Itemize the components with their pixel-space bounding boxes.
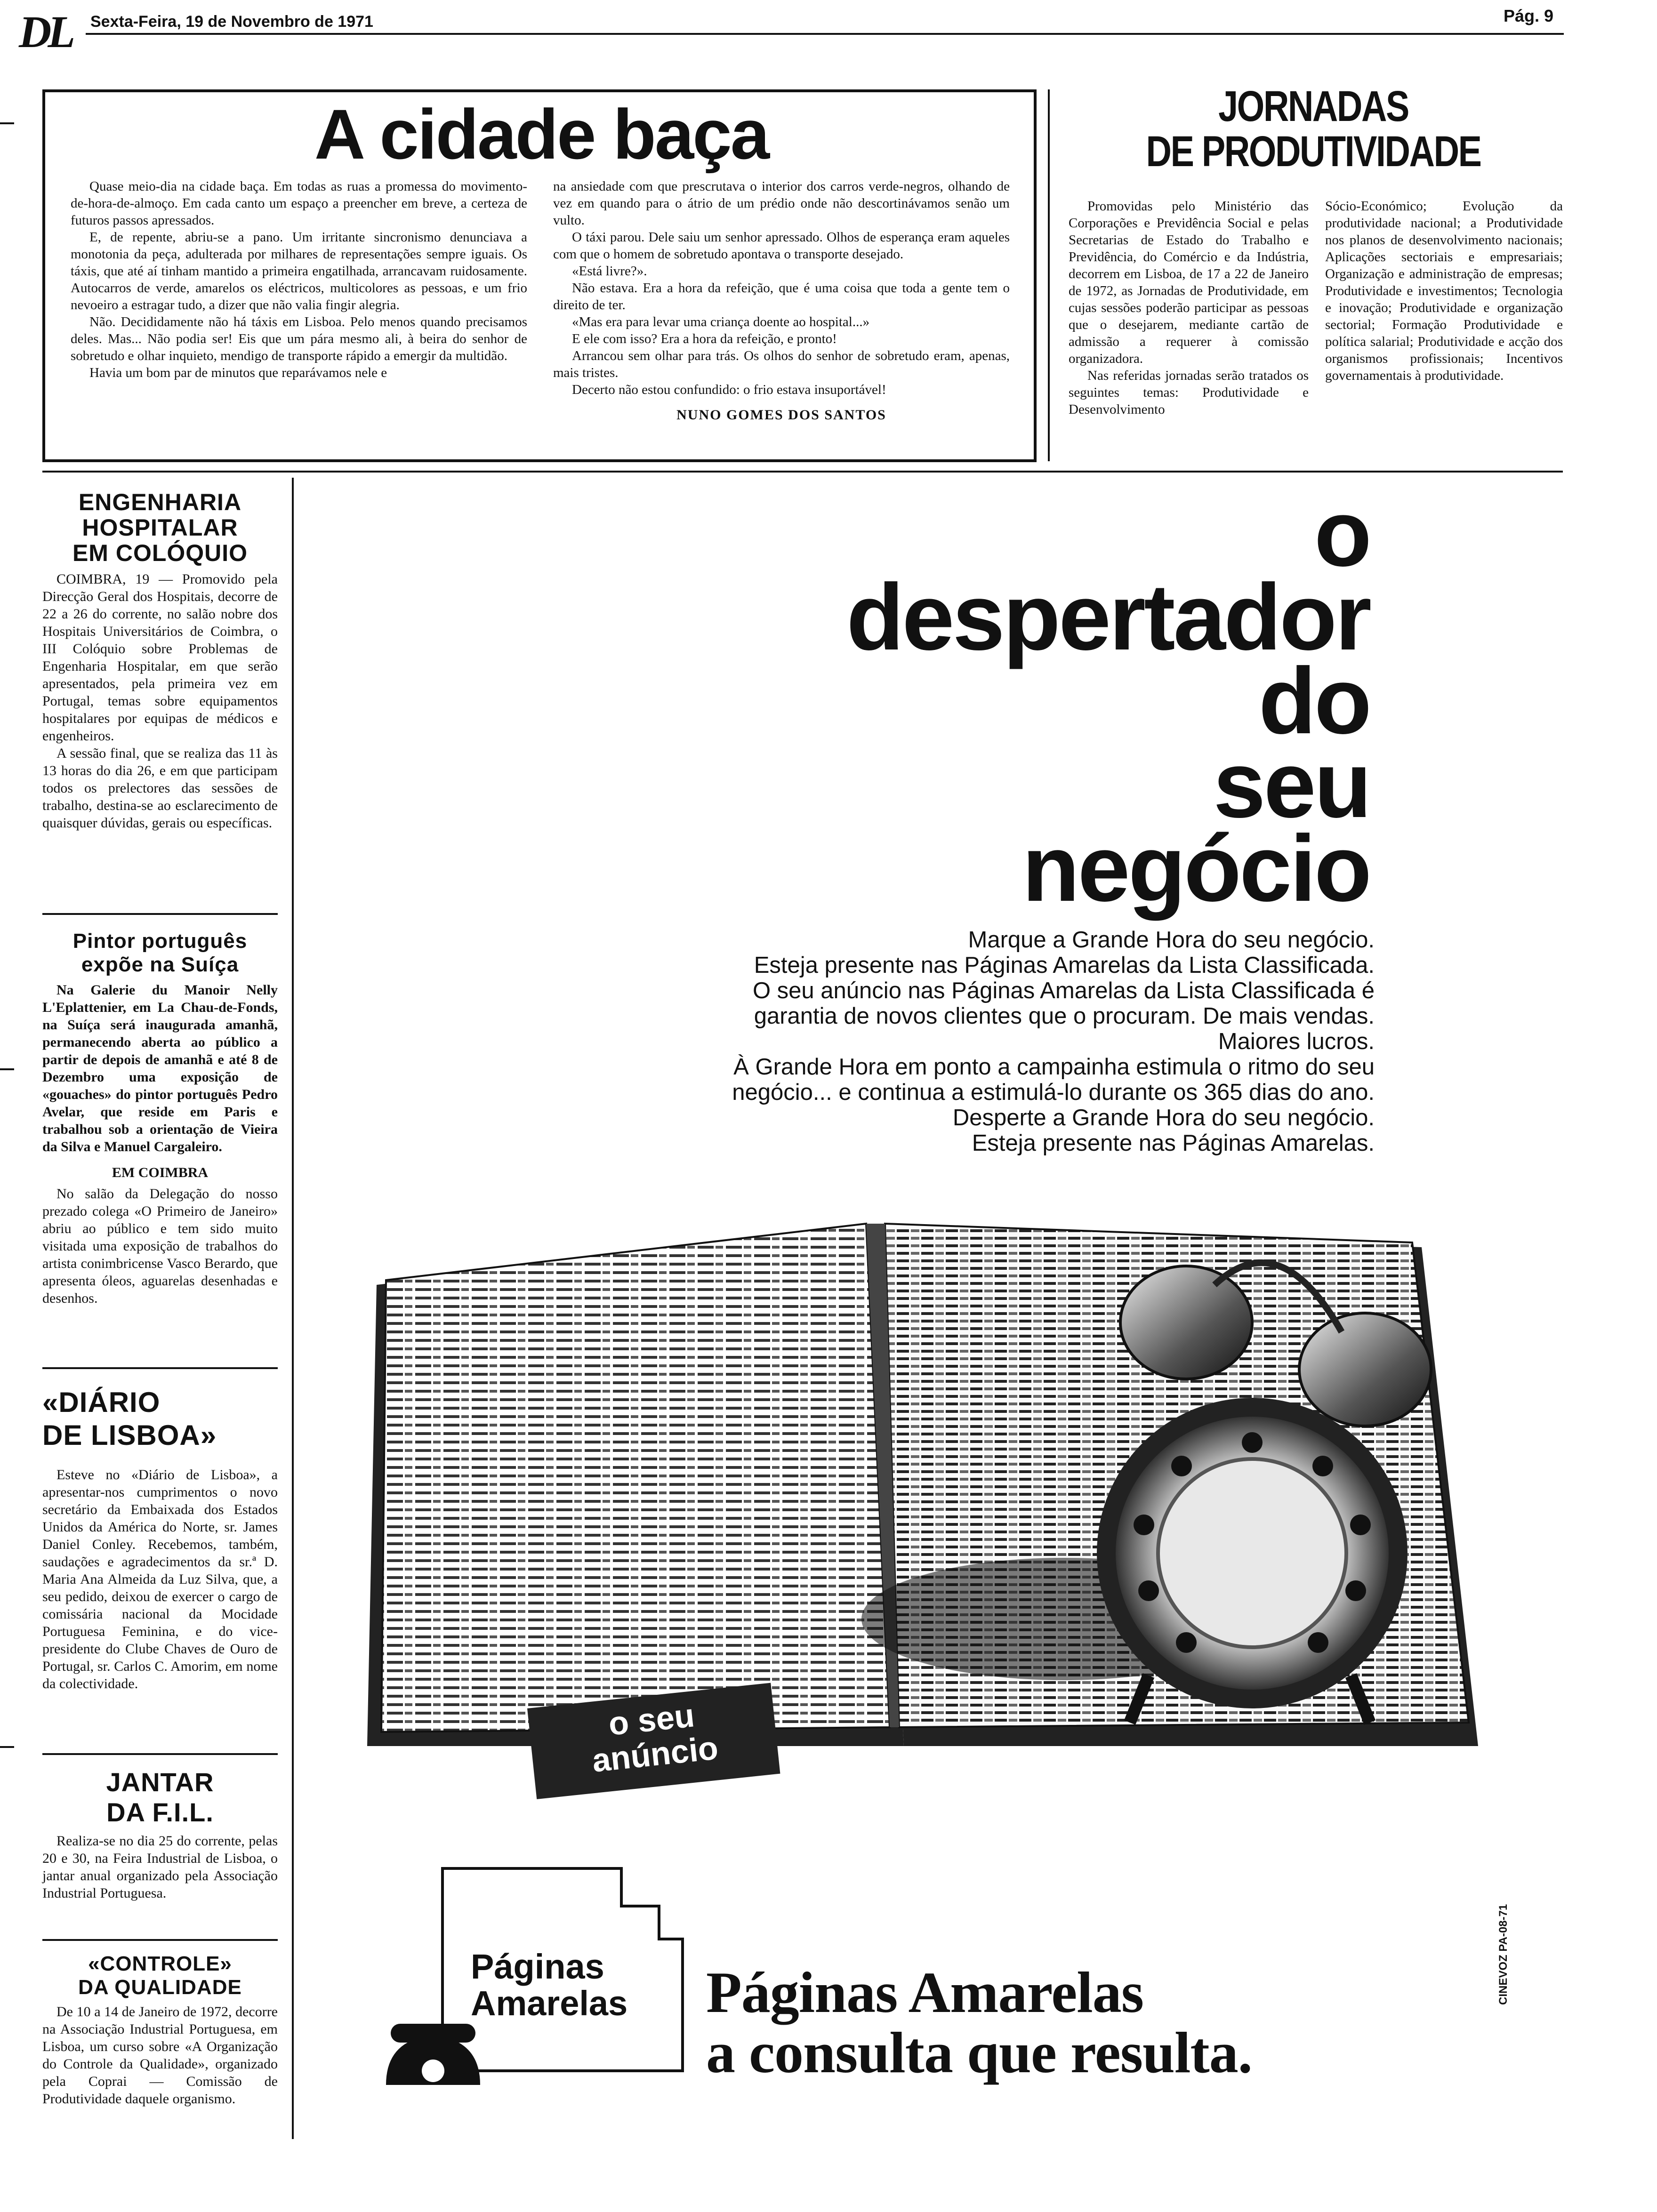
title-line: DE LISBOA» bbox=[42, 1419, 217, 1451]
ad-line: Esteja presente nas Páginas Amarelas. bbox=[972, 1130, 1375, 1156]
paragraph: Não. Decididamente não há táxis em Lisboa. Pelo menos quando precisamos deles. Mas... Não podia ser! Eis que um pára mesmo ali, à beira do senhor de sobretudo e olhar inquieto, mendigo de transporte rápido a emergir da multidão. bbox=[71, 314, 527, 363]
engenharia-text bbox=[42, 570, 278, 832]
headline-word: do bbox=[1258, 649, 1370, 753]
engenharia-title bbox=[42, 489, 278, 566]
ad-slogan bbox=[706, 1960, 1412, 2085]
subheading: EM COIMBRA bbox=[112, 1165, 209, 1180]
ad-headline bbox=[659, 481, 1370, 921]
margin-mark bbox=[0, 1068, 14, 1070]
jantar-article bbox=[42, 1767, 278, 1902]
paragraph: E, de repente, abriu-se a pano. Um irritante sincronismo denunciava a monotonia da peça, adulterada por milhares de representações sempre iguais. Os táxis, que até aí tinham mantido a primeira engatilhada, arrancavam ruidosamente. Autocarros de verde, amarelos os eléctricos, multicolores as pessoas, e um frio nevoeiro a estragar tudo, a dizer que não valia fingir alegria. bbox=[71, 230, 527, 313]
headline-word: negócio bbox=[1022, 816, 1370, 921]
masthead-date: Sexta-Feira, 19 de Novembro de 1971 bbox=[90, 13, 373, 31]
paragraph: E ele com isso? Era a hora da refeição, e pronto! bbox=[572, 331, 837, 346]
paragraph: Quase meio-dia na cidade baça. Em todas as ruas a promessa do movimento-de-hora-de-almoço. Em cada canto um espaço a preencher em breve, a certeza de futuros passos apressados. bbox=[71, 179, 527, 228]
headline-word: despertador bbox=[846, 565, 1370, 670]
phonebook-clock-illustration bbox=[358, 1167, 1497, 1798]
paragraph: na ansiedade com que prescrutava o interior dos carros verde-negros, olhando de vez em quando para o átrio de um prédio onde não descortinávamos senão um vulto. bbox=[553, 179, 1010, 228]
jornadas-title bbox=[1109, 84, 1518, 174]
section-rule bbox=[42, 1367, 278, 1369]
slogan-line1: Páginas Amarelas bbox=[706, 1960, 1143, 2025]
author-byline: NUNO GOMES DOS SANTOS bbox=[676, 407, 886, 423]
logo-line1: Páginas bbox=[471, 1947, 604, 1986]
paragraph: Nas referidas jornadas serão tratados os seguintes temas: Produtividade e Desenvolvimento bbox=[1069, 368, 1309, 417]
paragraph: No salão da Delegação do nosso prezado colega «O Primeiro de Janeiro» abriu ao público e tem sido muito visitada uma exposição de trabalhos do artista conimbricense Vasco Berardo, que apresenta óleos, aguarelas desenhadas e desenhos. bbox=[42, 1186, 278, 1306]
title-line: DA QUALIDADE bbox=[78, 1976, 242, 1999]
paragraph: «Está livre?». bbox=[572, 264, 647, 279]
ad-line: Desperte a Grande Hora do seu negócio. bbox=[952, 1105, 1375, 1130]
title-line: DA F.I.L. bbox=[106, 1797, 214, 1827]
engenharia-article bbox=[42, 489, 278, 832]
controle-title bbox=[42, 1952, 278, 1999]
jornadas-col2 bbox=[1325, 198, 1563, 384]
controle-article bbox=[42, 1952, 278, 2108]
paragraph: De 10 a 14 de Janeiro de 1972, decorre na Associação Industrial Portuguesa, em Lisboa, um curso sobre «A Organização do Controle da Qualidade», organizado pela Coprai — Comissão de Produtividade daquele organismo. bbox=[42, 2004, 278, 2107]
column-rule bbox=[1048, 89, 1050, 461]
jornadas-col1 bbox=[1069, 198, 1309, 418]
title-line: Pintor português bbox=[72, 930, 248, 953]
ad-body bbox=[541, 927, 1375, 1156]
paragraph: Promovidas pelo Ministério das Corporações e Previdência Social e pelas Secretarias de Estado do Trabalho e Previdência, do Comércio e da Indústria, decorrem em Lisboa, de 17 a 22 de Janeiro de 1972, as Jornadas de Produtividade, em cujas sessões poderão participar as pessoas que o desejarem, mediante cartão de admissão a requerer à comissão organizadora. bbox=[1069, 199, 1309, 366]
paragraph: Esteve no «Diário de Lisboa», a apresentar-nos cumprimentos o novo secretário da Embaixada dos Estados Unidos da América do Norte, sr. James Daniel Conley. Recebemos, também, saudações e agradecimentos da sr.ª D. Maria Ana Almeida da Luz Silva, que, a seu pedido, deixou de exercer o cargo de comissária nacional da Mocidade Portuguesa Feminina, e do vice-presidente do Clube Chaves de Ouro de Portugal, sr. Carlos C. Amorim, em nome da colectividade. bbox=[42, 1467, 278, 1691]
ad-line: garantia de novos clientes que o procuram. De mais vendas. bbox=[754, 1003, 1375, 1029]
pintor-text bbox=[42, 981, 278, 1307]
diario-text bbox=[42, 1466, 278, 1692]
title-line: «CONTROLE» bbox=[88, 1952, 232, 1975]
section-rule bbox=[42, 1939, 278, 1941]
paragraph: O táxi parou. Dele saiu um senhor apressado. Olhos de esperança eram aqueles com que o homem de sobretudo apontava o transporte desejado. bbox=[553, 230, 1010, 262]
masthead-rule bbox=[86, 33, 1564, 35]
jornadas-title-line2: DE PRODUTIVIDADE bbox=[1146, 128, 1481, 176]
cidade-baca-col2 bbox=[553, 178, 1010, 424]
page-number: Pág. 9 bbox=[1503, 6, 1553, 25]
ad-line: Marque a Grande Hora do seu negócio. bbox=[968, 927, 1375, 953]
pintor-title bbox=[42, 930, 278, 977]
column-rule bbox=[292, 478, 294, 2139]
controle-text bbox=[42, 2003, 278, 2108]
paragraph: Não estava. Era a hora da refeição, que é uma coisa que toda a gente tem o direito de ter. bbox=[553, 281, 1010, 313]
paragraph: A sessão final, que se realiza das 11 às 13 horas do dia 26, e em que participam todos os prelectores das sessões de trabalho, destina-se ao esclarecimento de quaisquer dúvidas, gerais ou específicas. bbox=[42, 745, 278, 831]
ad-line: negócio... e continua a estimulá-lo durante os 365 dias do ano. bbox=[732, 1080, 1375, 1105]
margin-mark bbox=[0, 1746, 14, 1748]
cidade-baca-col1 bbox=[71, 178, 527, 381]
jantar-text bbox=[42, 1832, 278, 1902]
headline-word: seu bbox=[1213, 732, 1370, 837]
cidade-baca-title: A cidade baça bbox=[314, 95, 769, 174]
ad-line: Esteja presente nas Páginas Amarelas da Lista Classificada. bbox=[754, 953, 1375, 978]
paragraph: Arrancou sem olhar para trás. Os olhos do senhor de sobretudo eram, apenas, mais tristes. bbox=[553, 348, 1010, 380]
ad-line: À Grande Hora em ponto a campainha estimula o ritmo do seu bbox=[733, 1054, 1375, 1080]
ad-line: Maiores lucros. bbox=[1218, 1029, 1375, 1054]
paragraph: COIMBRA, 19 — Promovido pela Direcção Geral dos Hospitais, decorre de 22 a 26 do corrente, no salão nobre dos Hospitais Universitários de Coimbra, o III Colóquio sobre Problemas de Engenharia Hospitalar, em que serão apresentados, pela primeira vez em Portugal, temas sobre equipamentos hospitalares por equipas de médicos e engenheiros. bbox=[42, 571, 278, 744]
paragraph: Decerto não estou confundido: o frio estava insuportável! bbox=[572, 382, 886, 397]
slogan-line2: a consulta que resulta. bbox=[706, 2020, 1252, 2085]
diario-article bbox=[42, 1386, 278, 1692]
section-rule bbox=[42, 913, 278, 915]
logo-line2: Amarelas bbox=[471, 1984, 628, 2023]
agency-code: CINEVOZ PA-08-71 bbox=[1497, 1904, 1510, 2005]
section-rule bbox=[42, 1753, 278, 1755]
masthead-logo: DL bbox=[19, 7, 72, 57]
title-line: EM COLÓQUIO bbox=[72, 540, 248, 566]
paragraph: Havia um bom par de minutos que reparávamos nele e bbox=[89, 365, 387, 380]
paragraph: Na Galerie du Manoir Nelly L'Eplattenier, em La Chau-de-Fonds, na Suíça será inaugurada amanhã, permanecendo aberta ao público a partir de depois de amanhã e até 8 de Dezembro uma exposição de «gouaches» do pintor português Pedro Avelar, que reside em Paris e trabalhou sob a orientação de Vieira da Silva e Manuel Cargaleiro. bbox=[42, 982, 278, 1154]
paragraph: Sócio-Económico; Evolução da produtividade nacional; a Produtividade nos planos de desenvolvimento nacionais; Aplicações sectoriais e empresariais; Organização e administração de empresas; Produtividade e investimentos; Tecnologia e inovação; Produtividade e organização sectorial; Formação Produtividade e política salarial; Produtividade e acção dos organismos profissionais; Incentivos governamentais à produtividade. bbox=[1325, 199, 1563, 383]
title-line: JANTAR bbox=[106, 1767, 214, 1797]
ad-line: O seu anúncio nas Páginas Amarelas da Lista Classificada é bbox=[752, 978, 1375, 1003]
section-rule bbox=[42, 471, 1563, 473]
diario-title bbox=[42, 1386, 278, 1452]
book-label-line1: o seu bbox=[606, 1697, 696, 1742]
title-line: «DIÁRIO bbox=[42, 1387, 161, 1418]
jornadas-title-line1: JORNADAS bbox=[1218, 82, 1408, 130]
title-line: ENGENHARIA bbox=[78, 489, 242, 515]
margin-mark bbox=[0, 122, 14, 124]
pintor-article bbox=[42, 930, 278, 1307]
headline-word: o bbox=[1314, 481, 1370, 586]
paragraph: Realiza-se no dia 25 do corrente, pelas 20 e 30, na Feira Industrial de Lisboa, o jantar anual organizado pela Associação Industrial Portuguesa. bbox=[42, 1833, 278, 1901]
title-line: HOSPITALAR bbox=[82, 514, 238, 541]
book-label-line2: anúncio bbox=[590, 1729, 720, 1779]
title-line: expõe na Suíça bbox=[81, 953, 239, 976]
paragraph: «Mas era para levar uma criança doente ao hospital...» bbox=[572, 314, 870, 329]
logo-text bbox=[471, 1948, 668, 2022]
jantar-title bbox=[42, 1767, 278, 1827]
